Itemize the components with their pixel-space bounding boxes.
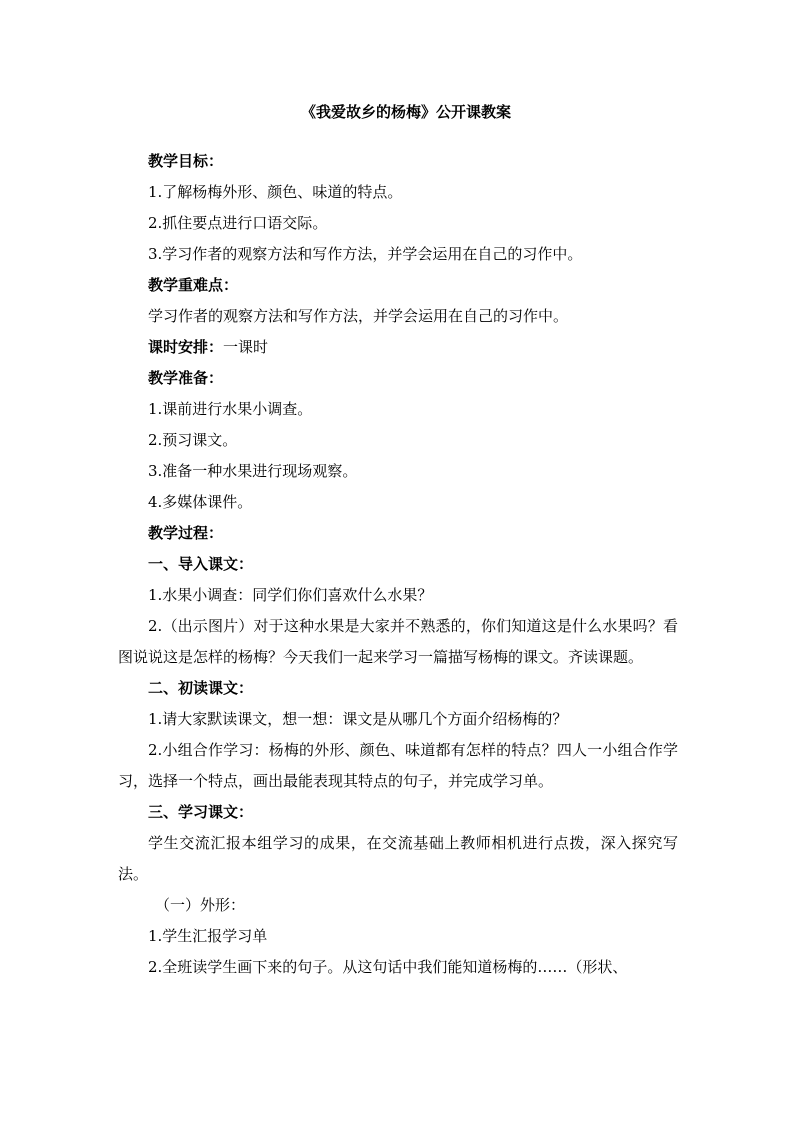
schedule-value: 一课时	[223, 338, 269, 356]
section2-heading: 二、初读课文：	[148, 679, 254, 697]
section3-intro: 学生交流汇报本组学习的成果，在交流基础上教师相机进行点拨，深入探究写法。	[118, 834, 678, 883]
process-heading: 教学过程：	[148, 524, 224, 542]
section1-heading: 一、导入课文：	[148, 555, 254, 573]
prep-item-4: 4.多媒体课件。	[148, 493, 253, 511]
subsection1-item-1: 1.学生汇报学习单	[148, 927, 268, 945]
key-points-text: 学习作者的观察方法和写作方法，并学会运用在自己的习作中。	[148, 307, 569, 325]
goal-item-1: 1.了解杨梅外形、颜色、味道的特点。	[148, 183, 403, 201]
document-title: 《我爱故乡的杨梅》公开课教案	[300, 103, 511, 121]
section2-item-2: 2.小组合作学习：杨梅的外形、颜色、味道都有怎样的特点？四人一小组合作学习，选择一个特点，画出最能表现其特点的句子，并完成学习单。	[118, 741, 678, 790]
section1-item-1: 1.水果小调查：同学们你们喜欢什么水果？	[148, 586, 433, 604]
section2-item-1: 1.请大家默读课文，想一想：课文是从哪几个方面介绍杨梅的？	[148, 710, 568, 728]
schedule-line	[118, 332, 678, 363]
key-points-heading: 教学重难点：	[148, 276, 239, 294]
prep-heading: 教学准备：	[148, 369, 224, 387]
subsection1-heading: （一）外形：	[155, 896, 246, 914]
goal-item-2: 2.抓住要点进行口语交际。	[148, 214, 328, 232]
prep-item-3: 3.准备一种水果进行现场观察。	[148, 462, 358, 480]
prep-item-1: 1.课前进行水果小调查。	[148, 400, 313, 418]
schedule-label: 课时安排：	[148, 338, 224, 356]
document-page	[118, 96, 678, 983]
section1-item-2: 2.（出示图片）对于这种水果是大家并不熟悉的，你们知道这是什么水果吗？看图说说这是怎样的杨梅？今天我们一起来学习一篇描写杨梅的课文。齐读课题。	[118, 617, 678, 666]
prep-item-2: 2.预习课文。	[148, 431, 238, 449]
section3-heading: 三、学习课文：	[148, 803, 254, 821]
goal-item-3: 3.学习作者的观察方法和写作方法，并学会运用在自己的习作中。	[148, 245, 583, 263]
subsection1-item-2: 2.全班读学生画下来的句子。从这句话中我们能知道杨梅的……（形状、	[148, 958, 628, 976]
goals-heading: 教学目标：	[148, 152, 224, 170]
